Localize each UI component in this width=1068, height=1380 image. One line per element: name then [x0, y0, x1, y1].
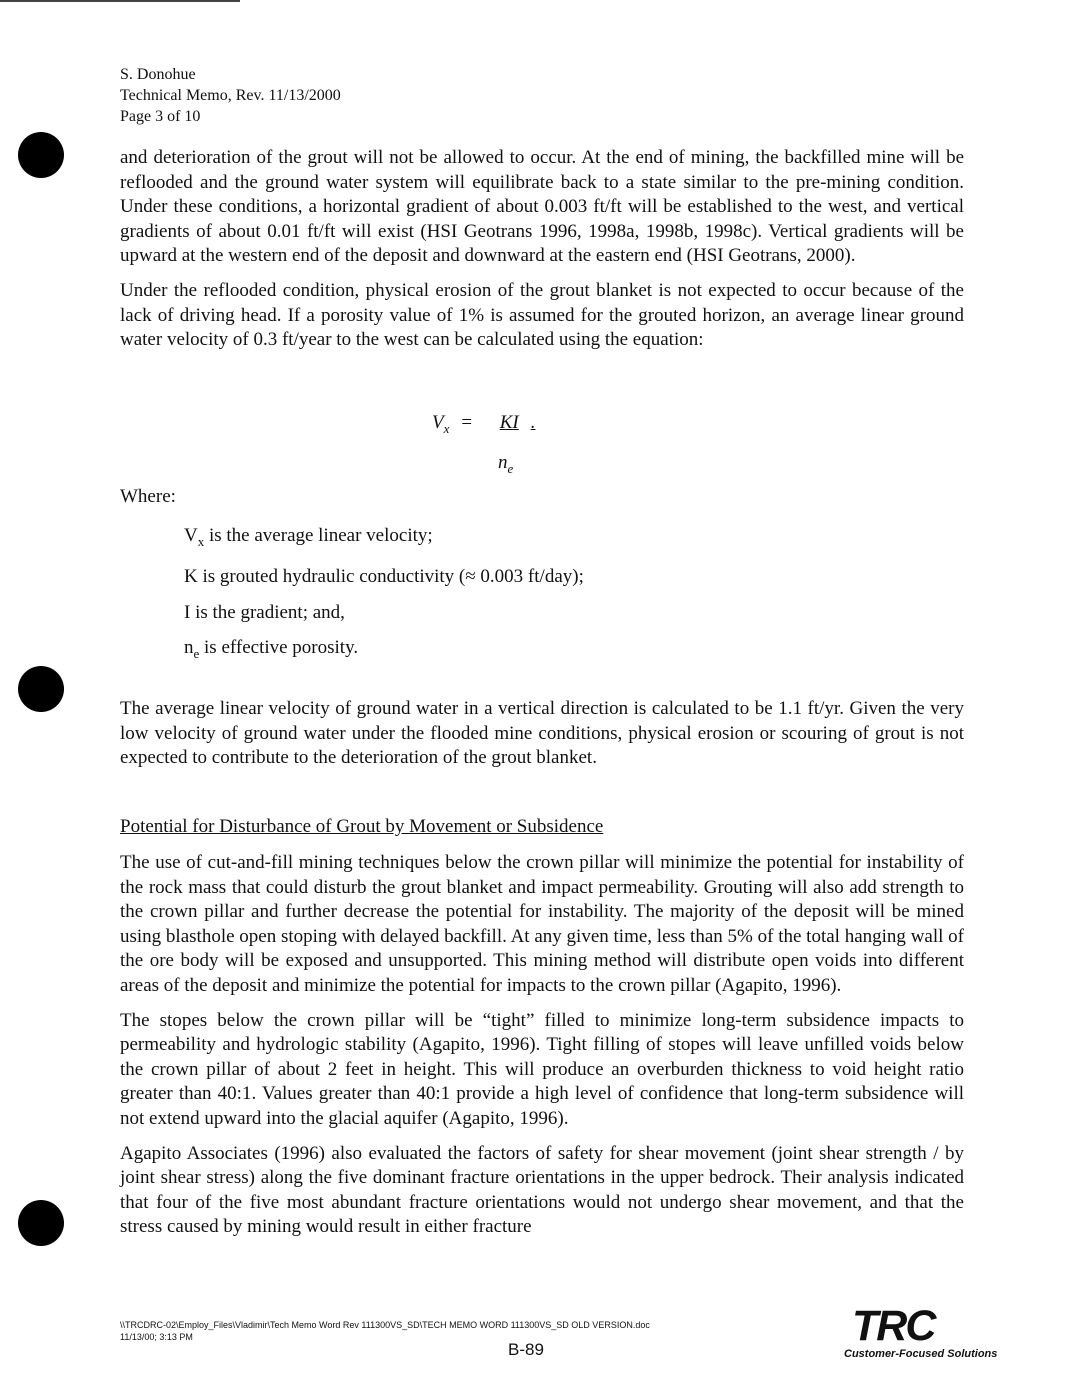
definition-text: is effective porosity. — [199, 637, 359, 659]
punch-hole — [18, 666, 64, 712]
paragraph-6: Agapito Associates (1996) also evaluated the factors of safety for shear movement (joint shear strength / by joint shear stress) along the five dominant fracture orientations in the upper bedrock. Their analysis indicated that four of the five most abundant fracture orientations would not undergo shear movement, and that the stress caused by mining would result in either fracture — [120, 1142, 964, 1238]
definition-symbol: K — [184, 566, 198, 588]
definition-subscript: x — [197, 533, 205, 549]
equation-lhs: V — [432, 412, 444, 433]
header-author: S. Donohue — [120, 66, 196, 83]
header-page: Page 3 of 10 — [120, 108, 201, 125]
paragraph-5: The stopes below the crown pillar will be “tight” filled to minimize long-term subsidence impacts to permeability and hydrologic stability (Agapito, 1996). Tight filling of stopes will leave unfilled voids below the crown pillar of about 2 feet in height. This will produce an overburden thickness to void height ratio greater than 40:1. Values greater than 40:1 provide a high level of confidence that long-term subsidence will not extend upward into the glacial aquifer (Agapito, 1996). — [120, 1009, 964, 1129]
paragraph-3: The average linear velocity of ground water in a vertical direction is calculated to be 1.1 ft/yr. Given the very low velocity of ground water under the flooded mine conditions, physical erosion or scouring of grout is not expected to contribute to the deterioration of the grout blanket. — [120, 698, 964, 769]
paragraph-2: Under the reflooded condition, physical erosion of the grout blanket is not expected to occur because of the lack of driving head. If a porosity value of 1% is assumed for the grouted horizon, an average linear ground water velocity of 0.3 ft/year to the west can be calculated using the equation: — [120, 279, 964, 351]
definition-text: is grouted hydraulic conductivity (≈ 0.003 ft/day); — [197, 566, 584, 588]
section-heading: Potential for Disturbance of Grout by Movement or Subsidence — [120, 816, 604, 837]
equation — [432, 412, 535, 437]
paragraph-4: The use of cut-and-fill mining techniques below the crown pillar will minimize the potential for instability of the rock mass that could disturb the grout blanket and impact permeability. Grouting will also add strength to the crown pillar and further decrease the potential for instability. The majority of the deposit will be mined using blasthole open stoping with delayed backfill. At any given time, less than 5% of the total hanging wall of the ore body will be exposed and unsupported. This mining method will distribute open voids into different areas of the deposit and minimize the potential for impacts to the crown pillar (Agapito, 1996). — [120, 852, 964, 996]
text-block-bottom — [120, 851, 964, 1250]
memo-header — [120, 64, 341, 127]
scan-top-rule — [0, 0, 240, 2]
page-number: B-89 — [508, 1340, 544, 1359]
equation-denominator — [498, 452, 513, 477]
definition-item — [184, 518, 584, 559]
definition-text: is the average linear velocity; — [204, 525, 433, 546]
equation-trailing: . — [530, 412, 536, 433]
punch-hole — [18, 1200, 64, 1246]
definition-item — [184, 559, 584, 594]
equation-denominator-symbol: n — [498, 452, 508, 473]
definition-subscript: e — [193, 645, 200, 661]
equation-denominator-sub: e — [507, 460, 514, 476]
where-label: Where: — [120, 486, 176, 507]
definition-item — [184, 630, 584, 671]
text-block-middle — [120, 697, 964, 781]
trc-logo: TRC — [852, 1302, 935, 1350]
header-memo: Technical Memo, Rev. 11/13/2000 — [120, 87, 341, 104]
equation-lhs-sub: x — [443, 420, 450, 436]
definitions-list — [184, 518, 584, 671]
equation-numerator: KI — [499, 412, 519, 433]
definition-symbol: V — [184, 525, 198, 546]
equation-equals: = — [460, 412, 473, 433]
footer-file-info — [120, 1319, 650, 1343]
definition-symbol: I — [184, 601, 191, 623]
definition-text: is the gradient; and, — [190, 601, 345, 623]
definition-symbol: n — [184, 637, 194, 659]
footer-timestamp: 11/13/00; 3:13 PM — [120, 1332, 193, 1342]
paragraph-1: and deterioration of the grout will not be allowed to occur. At the end of mining, the backfilled mine will be reflooded and the ground water system will equilibrate back to a state similar to the pre-mining condition. Under these conditions, a horizontal gradient of about 0.003 ft/ft will be established to the west, and vertical gradients of about 0.01 ft/ft will exist (HSI Geotrans 1996, 1998a, 1998b, 1998c). Vertical gradients will be upward at the western end of the deposit and downward at the eastern end (HSI Geotrans, 2000). — [120, 147, 964, 267]
text-block-top — [120, 146, 964, 363]
punch-hole — [18, 132, 64, 178]
logo-tagline: Customer-Focused Solutions — [844, 1348, 998, 1360]
definition-item — [184, 595, 584, 630]
footer-file-path: \\TRCDRC-02\Employ_Files\Vladimir\Tech Memo Word Rev 111300VS_SD\TECH MEMO WORD 111300VS_SD OLD VERSION.doc — [120, 1320, 650, 1330]
